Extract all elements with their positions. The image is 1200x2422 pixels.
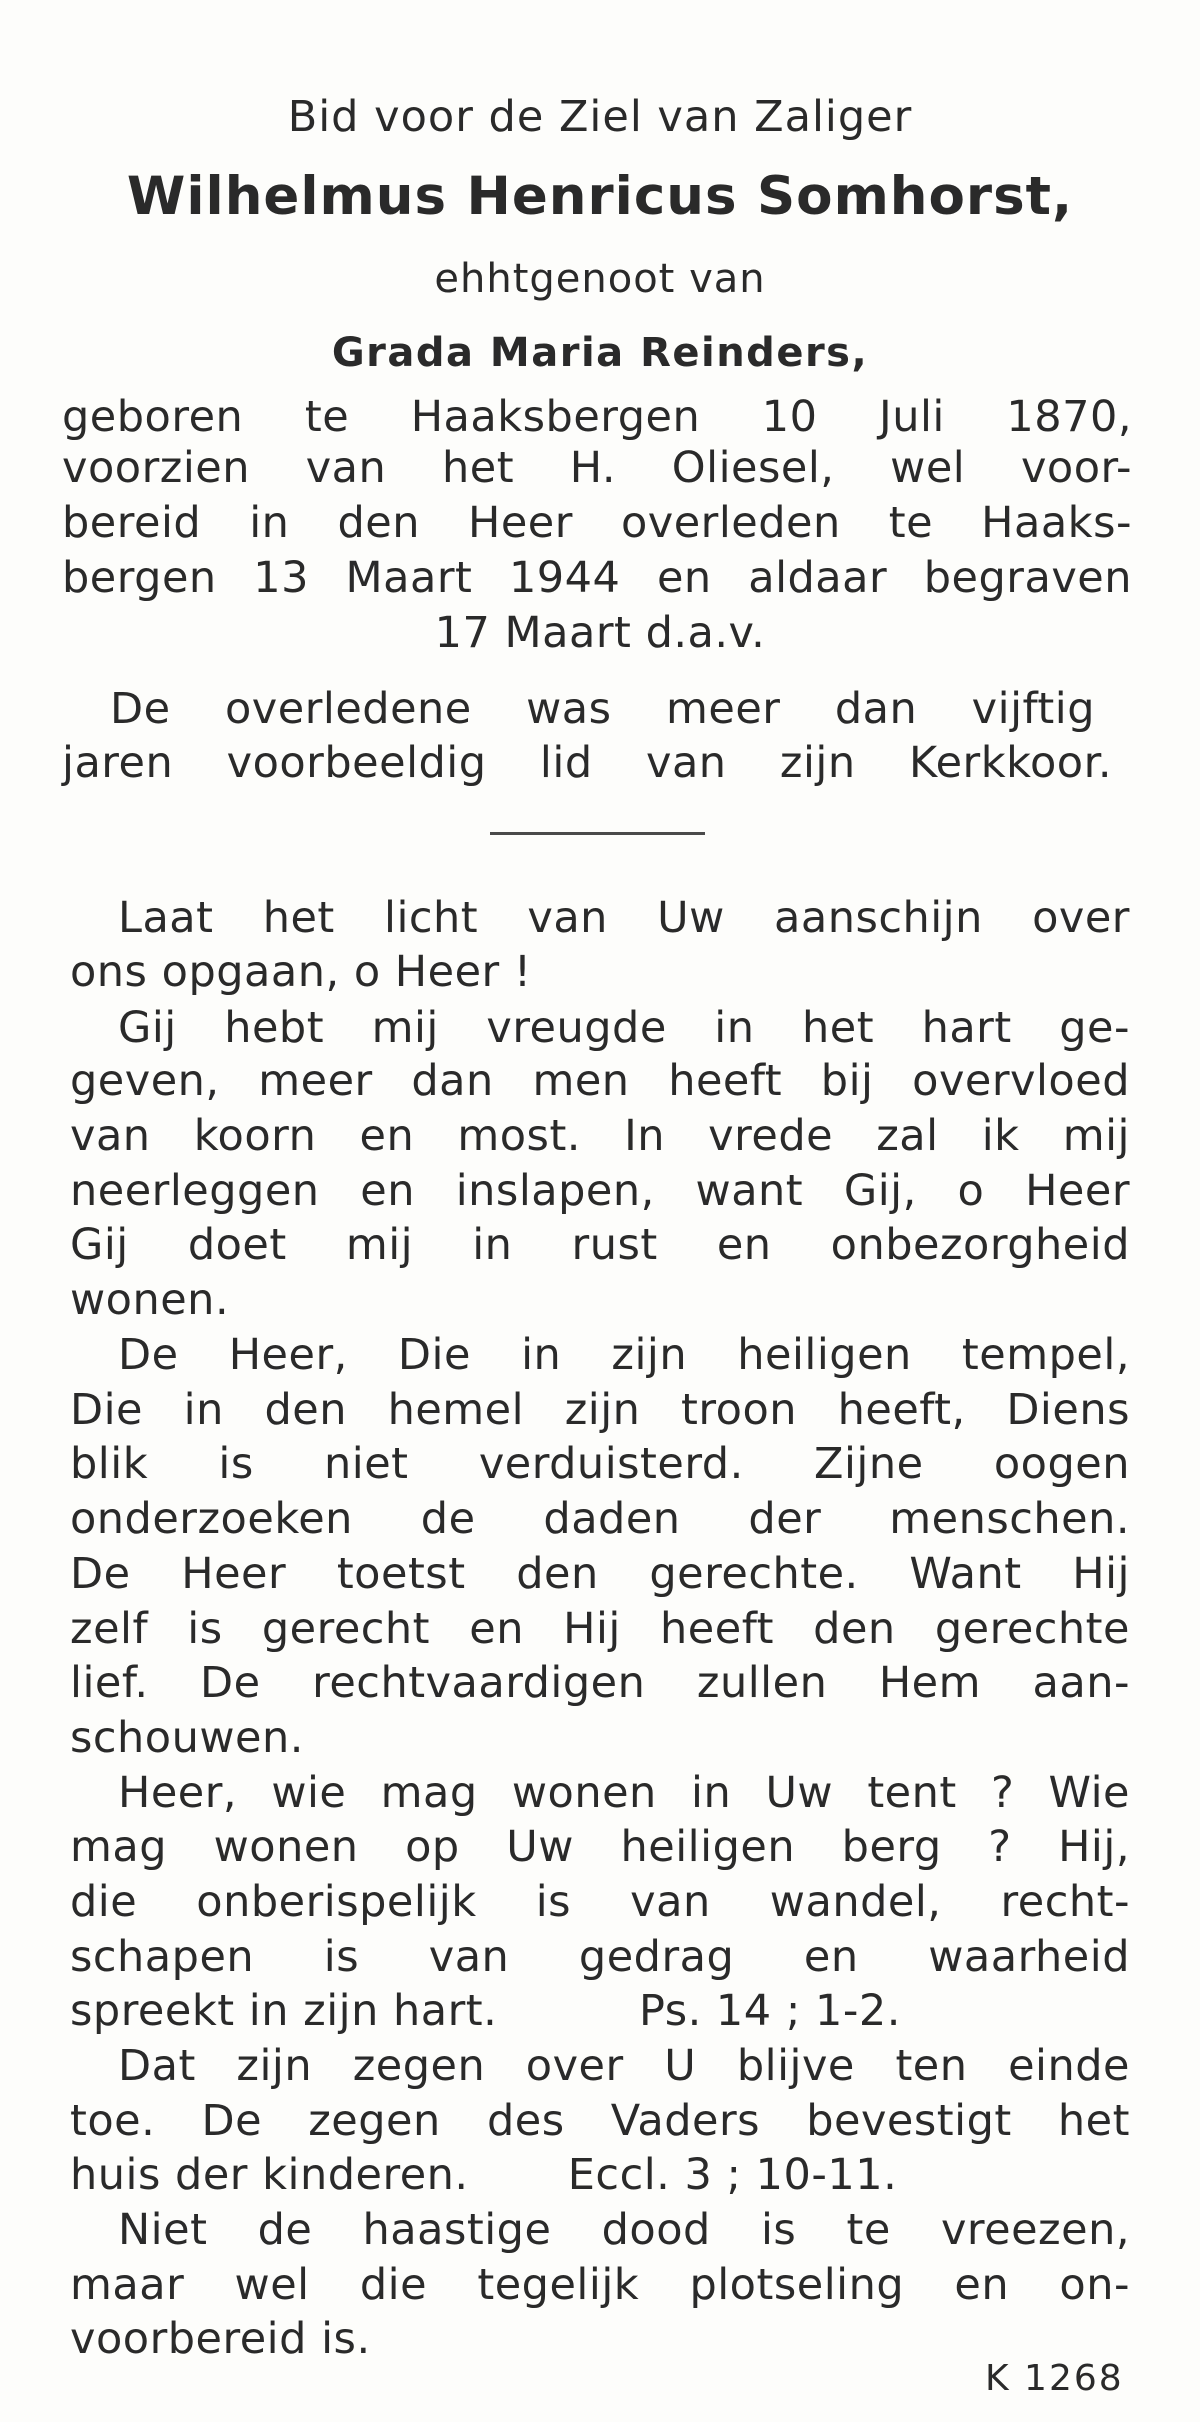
prayer-heading: Bid voor de Ziel van Zaliger — [287, 92, 913, 142]
bio-line: geboren te Haaksbergen 10 Juli 1870, — [62, 392, 1132, 442]
verse-line: De Heer, Die in zijn heiligen tempel, — [118, 1330, 1130, 1380]
bio-line: bereid in den Heer overleden te Haaks- — [62, 498, 1132, 548]
verse-line: geven, meer dan men heeft bij overvloed — [70, 1056, 1130, 1106]
verse-line: ons opgaan, o Heer ! — [70, 947, 532, 997]
verse-line: De Heer toetst den gerechte. Want Hij — [70, 1549, 1130, 1599]
verse-line: neerleggen en inslapen, want Gij, o Heer — [70, 1166, 1130, 1216]
bio-line: jaren voorbeeldig lid van zijn Kerkkoor. — [62, 738, 1112, 788]
verse-line: mag wonen op Uw heiligen berg ? Hij, — [70, 1822, 1130, 1872]
bio-line: De overledene was meer dan vijftig — [110, 684, 1095, 734]
verse-line: onderzoeken de daden der menschen. — [70, 1494, 1130, 1544]
divider-rule — [490, 832, 705, 835]
verse-line: huis der kinderen. Eccl. 3 ; 10-11. — [70, 2150, 898, 2200]
spouse-name: Grada Maria Reinders, — [331, 330, 869, 376]
deceased-name: Wilhelmus Henricus Somhorst, — [126, 166, 1074, 227]
verse-line: Gij doet mij in rust en onbezorgheid — [70, 1220, 1130, 1270]
verse-line: van koorn en most. In vrede zal ik mij — [70, 1111, 1130, 1161]
verse-line: wonen. — [70, 1275, 230, 1325]
verse-line: toe. De zegen des Vaders bevestigt het — [70, 2096, 1130, 2146]
verse-line: schouwen. — [70, 1713, 304, 1763]
verse-line: Dat zijn zegen over U blijve ten einde — [118, 2041, 1130, 2091]
verse-line: die onberispelijk is van wandel, recht- — [70, 1877, 1130, 1927]
verse-line: blik is niet verduisterd. Zijne oogen — [70, 1439, 1130, 1489]
verse-line: voorbereid is. — [70, 2314, 371, 2364]
verse-line: zelf is gerecht en Hij heeft den gerechte — [70, 1604, 1130, 1654]
bio-line: voorzien van het H. Oliesel, wel voor- — [62, 443, 1132, 493]
verse-line: spreekt in zijn hart. Ps. 14 ; 1-2. — [70, 1986, 901, 2036]
verse-line: Die in den hemel zijn troon heeft, Diens — [70, 1385, 1130, 1435]
bio-line: bergen 13 Maart 1944 en aldaar begraven — [62, 553, 1132, 603]
verse-line: Niet de haastige dood is te vreezen, — [118, 2205, 1130, 2255]
verse-line: Heer, wie mag wonen in Uw tent ? Wie — [118, 1768, 1130, 1818]
verse-line: schapen is van gedrag en waarheid — [70, 1932, 1130, 1982]
verse-line: Laat het licht van Uw aanschijn over — [118, 893, 1130, 943]
bio-line: 17 Maart d.a.v. — [434, 608, 766, 658]
verse-line: maar wel die tegelijk plotseling en on- — [70, 2260, 1130, 2310]
card-code: K 1268 — [985, 2358, 1124, 2399]
verse-line: lief. De rechtvaardigen zullen Hem aan- — [70, 1658, 1130, 1708]
verse-line: Gij hebt mij vreugde in het hart ge- — [118, 1003, 1130, 1053]
spouse-intro: ehhtgenoot van — [434, 256, 766, 302]
